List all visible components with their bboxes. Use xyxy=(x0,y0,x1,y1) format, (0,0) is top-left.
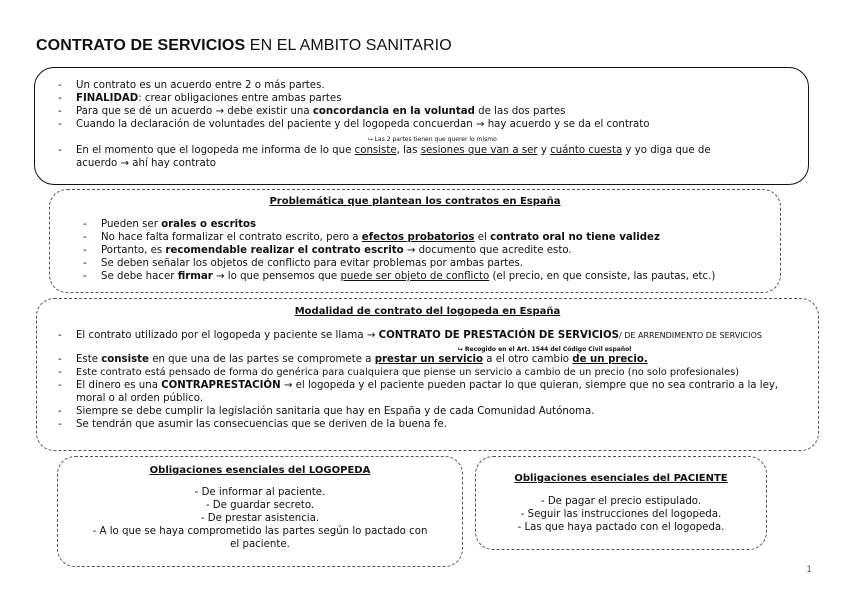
page-title: CONTRATO DE SERVICIOS EN EL AMBITO SANITARIO xyxy=(36,37,452,54)
list-item: - Cuando la declaración de voluntades del paciente y del logopeda concuerdan → hay acuerdo y se da el contrato xyxy=(58,119,650,130)
annotation-note: ⮡ Recogido en el Art. 1544 del Código Civil español xyxy=(458,346,632,353)
problems-list xyxy=(78,218,778,283)
list-item: - De prestar asistencia. xyxy=(200,513,320,524)
list-item: - Se deben señalar los objetos de conflicto para evitar problemas por ambas partes. xyxy=(83,258,524,269)
definition-box xyxy=(34,67,809,185)
list-item: - Un contrato es un acuerdo entre 2 o más partes. xyxy=(58,80,325,91)
paciente-obligations-list xyxy=(476,495,766,534)
definition-list xyxy=(53,79,793,170)
annotation-note: ⮡ Las 2 partes tienen que querer lo mismo xyxy=(368,136,497,143)
logopeda-obligations-list xyxy=(58,486,462,551)
list-item: - Se tendrán que asumir las consecuencias que se deriven de la buena fe. xyxy=(58,419,447,430)
list-item-continuation: el paciente. xyxy=(230,539,290,550)
list-item: - En el momento que el logopeda me informa de lo que consiste, las sesiones que van a ser y cuánto cuesta y yo diga que de xyxy=(58,145,711,156)
logopeda-obligations-box xyxy=(57,456,463,567)
list-item: - El contrato utilizado por el logopeda y paciente se llama → CONTRATO DE PRESTACIÓN DE SERVICIOS/ DE ARRENDIMENTO DE SERVICIOS xyxy=(58,330,762,341)
list-item: - De pagar el precio estipulado. xyxy=(540,496,702,507)
list-item: - Se debe hacer firmar → lo que pensemos que puede ser objeto de conflicto (el precio, en que consiste, las pautas, etc.) xyxy=(83,271,716,282)
logopeda-obligations-title: Obligaciones esenciales del LOGOPEDA xyxy=(149,465,371,476)
list-item: - FINALIDAD: crear obligaciones entre ambas partes xyxy=(58,93,342,104)
list-item: - No hace falta formalizar el contrato escrito, pero a efectos probatorios el contrato oral no tiene validez xyxy=(83,232,660,243)
list-item: - De guardar secreto. xyxy=(205,500,315,511)
contract-type-list xyxy=(53,329,823,431)
list-item: - Seguir las instrucciones del logopeda. xyxy=(520,509,722,520)
list-item: - De informar al paciente. xyxy=(194,487,326,498)
list-item: - A lo que se haya comprometido las partes según lo pactado con xyxy=(92,526,428,537)
list-item-continuation: moral o al orden público. xyxy=(76,393,204,404)
list-item: - Siempre se debe cumplir la legislación sanitaria que hay en España y de cada Comunidad Autónoma. xyxy=(58,406,595,417)
contract-type-box xyxy=(36,298,819,451)
problems-title: Problemática que plantean los contratos en España xyxy=(269,196,561,207)
paciente-obligations-box xyxy=(475,456,767,550)
paciente-obligations-title: Obligaciones esenciales del PACIENTE xyxy=(514,473,728,484)
list-item: - Para que se dé un acuerdo → debe existir una concordancia en la voluntad de las dos partes xyxy=(58,106,566,117)
page-number: 1 xyxy=(806,565,812,575)
list-item: - Portanto, es recomendable realizar el contrato escrito → documento que acredite esto. xyxy=(83,245,572,256)
problems-box xyxy=(49,189,781,293)
contract-type-title: Modalidad de contrato del logopeda en España xyxy=(294,306,561,317)
list-item: - Las que haya pactado con el logopeda. xyxy=(517,522,725,533)
list-item: - El dinero es una CONTRAPRESTACIÓN → el logopeda y el paciente pueden pactar lo que quieran, siempre que no sea contrario a la ley, xyxy=(58,380,779,391)
list-item: - Este contrato está pensado de forma do genérica para cualquiera que piense un servicio a cambio de un precio (no solo profesionales) xyxy=(58,367,740,378)
list-item: - Este consiste en que una de las partes se compromete a prestar un servicio a el otro cambio de un precio. xyxy=(58,354,648,365)
list-item: - Pueden ser orales o escritos xyxy=(83,219,257,230)
list-item-continuation: acuerdo → ahí hay contrato xyxy=(76,158,216,169)
